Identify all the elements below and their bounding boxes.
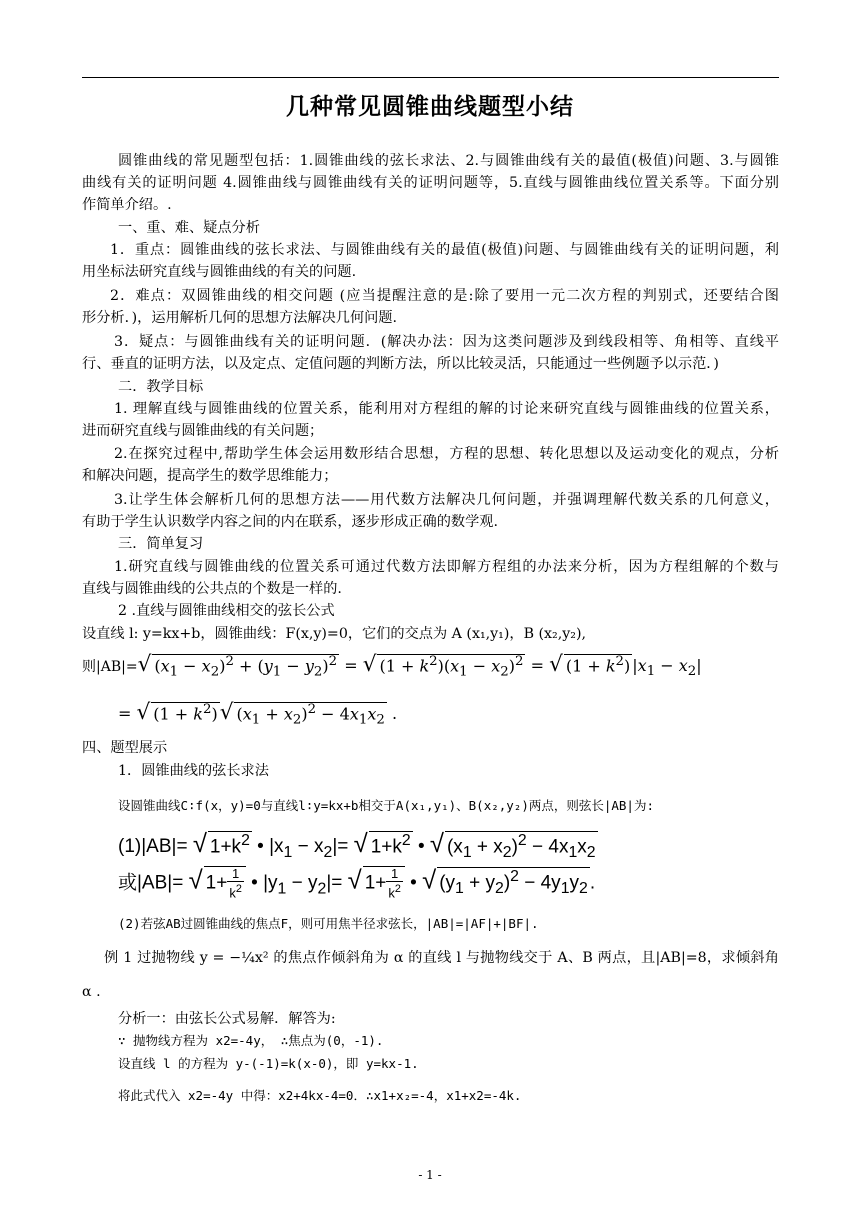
chord-formula-1: 则|AB|=√ $(x_1 - x_2)^2 + (y_1 - y_2)^2$ = √ $(1 + k^2)(x_1 - x_2)^2$ = √ $(1 + k^2)$ $|x_1 - x_2|$	[82, 652, 702, 680]
intro-line-1: 圆锥曲线的常见题型包括：1.圆锥曲线的弦长求法、2.与圆锥曲线有关的最值(极值)问题、3.与圆锥	[118, 153, 779, 169]
sec2-p2-line-1: 2.在探究过程中,帮助学生体会运用数形结合思想，方程的思想、转化思想以及运动变化的观点，分析	[114, 446, 779, 462]
sec2-p1-line-2: 进而研究直线与圆锥曲线的有关问题；	[82, 423, 324, 439]
intro-line-3: 作简单介绍。.	[82, 197, 172, 213]
sec1-p2-line-2: 形分析．)，运用解析几何的思想方法解决几何问题.	[82, 310, 398, 326]
solution-step-3: 将此式代入 x2=-4y 中得：x2+4kx-4=0．∴x1+x₂=-4，x1+x2=-4k.	[118, 1088, 522, 1103]
solution-step-2: 设直线 l 的方程为 y-(-1)=k(x-0)，即 y=kx-1.	[118, 1056, 419, 1071]
analysis-heading: 分析一：由弦长公式易解．解答为:	[118, 1011, 336, 1027]
sec3-p1-line-1: 1.研究直线与圆锥曲线的位置关系可通过代数方法即解方程组的办法来分析，因为方程组解的个数与	[114, 559, 779, 575]
page-number: - 1 -	[418, 1168, 442, 1182]
sec3-p2: 2 .直线与圆锥曲线相交的弦长公式	[118, 603, 335, 619]
section-3-heading: 三．简单复习	[118, 536, 204, 552]
sec4-sub1: 1．圆锥曲线的弦长求法	[118, 763, 269, 779]
section-1-heading: 一、重、难、疑点分析	[118, 220, 260, 236]
page-title: 几种常见圆锥曲线题型小结	[286, 94, 574, 120]
sec1-p3-line-2: 行、垂直的证明方法，以及定点、定值问题的判断方法，所以比较灵活，只能通过一些例题予以示范．)	[82, 356, 719, 372]
sec2-p1-line-1: 1. 理解直线与圆锥曲线的位置关系，能利用对方程组的解的讨论来研究直线与圆锥曲线的位置关系，	[114, 401, 779, 417]
solution-step-1: ∵ 抛物线方程为 x2=-4y， ∴焦点为(0，-1).	[118, 1033, 384, 1048]
sec4-focal: (2)若弦AB过圆锥曲线的焦点F，则可用焦半径求弦长，|AB|=|AF|+|BF|.	[118, 916, 539, 931]
example-1-line-1: 例 1 过抛物线 y = −¼x² 的焦点作倾斜角为 α 的直线 l 与抛物线交于 A、B 两点，且|AB|=8，求倾斜角	[104, 950, 779, 966]
sec2-p3-line-2: 有助于学生认识数学内容之间的内在联系，逐步形成正确的数学观.	[82, 514, 498, 530]
sec1-p1-line-1: 1．重点：圆锥曲线的弦长求法、与圆锥曲线有关的最值(极值)问题、与圆锥曲线有关的证明问题，利	[110, 242, 779, 258]
header-rule	[82, 77, 779, 78]
intro-line-2: 曲线有关的证明问题 4.圆锥曲线与圆锥曲线有关的证明问题等，5.直线与圆锥曲线位置关系等。下面分别	[82, 175, 779, 191]
sec2-p3-line-1: 3.让学生体会解析几何的思想方法——用代数方法解决几何问题，并强调理解代数关系的几何意义，	[114, 492, 779, 508]
sec1-p3-line-1: 3．疑点：与圆锥曲线有关的证明问题．(解决办法：因为这类问题涉及到线段相等、角相等、直线平	[114, 334, 779, 350]
sec3-p1-line-2: 直线与圆锥曲线的公共点的个数是一样的.	[82, 581, 342, 597]
sec2-p2-line-2: 和解决问题，提高学生的数学思维能力；	[82, 468, 338, 484]
section-2-heading: 二．教学目标	[118, 379, 204, 395]
chord-formula-2: = √ $(1 + k^2)√$ $(x_1 + x_2)^2 - 4x_1x_2$ .	[118, 700, 398, 728]
chord-formula-3: (1)|AB|= √ $1+k^2$ • $|x_1 - x_2|=$ √ $1+k^2$ • √ $(x_1 + x_2)^2 - 4x_1x_2$	[118, 830, 596, 861]
sec4-setup: 设圆锥曲线C∶f(x，y)=0与直线l∶y=kx+b相交于A(x₁,y₁)、B(x₂,y₂)两点，则弦长|AB|为:	[118, 798, 654, 813]
example-1-line-2: α .	[82, 984, 101, 1000]
sec1-p1-line-2: 用坐标法研究直线与圆锥曲线的有关的问题.	[82, 264, 357, 280]
section-4-heading: 四、题型展示	[82, 740, 168, 756]
chord-formula-4: 或|AB|= √ 1+ $\frac{1}{k^2}$ • $|y_1 - y_2|=$ √ 1+ $\frac{1}{k^2}$ • √ $(y_1 + y_2)^2 - 4y_1y_2$ .	[118, 866, 596, 901]
sec3-p3: 设直线 l: y=kx+b，圆锥曲线：F(x,y)=0，它们的交点为 A (x₁,y₁)，B (x₂,y₂),	[82, 626, 587, 642]
sec1-p2-line-1: 2．难点：双圆锥曲线的相交问题 (应当提醒注意的是:除了要用一元二次方程的判别式，还要结合图	[110, 288, 779, 304]
